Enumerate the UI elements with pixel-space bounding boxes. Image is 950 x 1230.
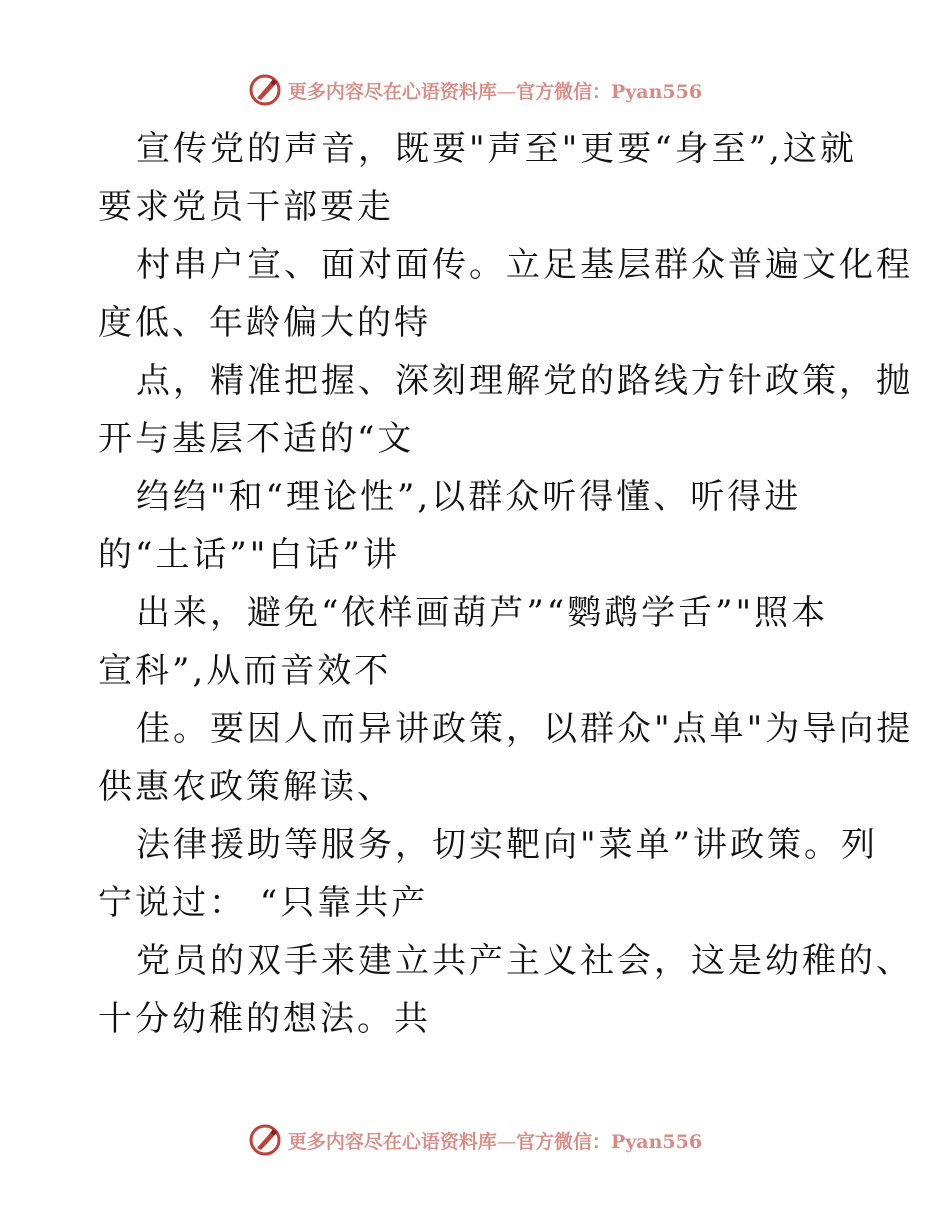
paragraph-3-line-2: 开与基层不适的“文: [98, 419, 415, 459]
paragraph-4-line-2: 的“土话”"白话”讲: [98, 535, 400, 575]
paragraph-1-line-2: 要求党员干部要走: [98, 187, 394, 227]
paragraph-6-line-1: 佳。要因人而异讲政策，以群众"点单"为导向提: [136, 709, 914, 749]
paragraph-7-line-2: 宁说过： “只靠共产: [98, 883, 429, 923]
paragraph-2-line-1: 村串户宣、面对面传。立足基层群众普遍文化程: [136, 245, 913, 285]
paragraph-5-line-2: 宣科”,从而音效不: [98, 651, 392, 691]
paragraph-2-line-2: 度低、年龄偏大的特: [98, 303, 431, 343]
brush-pen-seal-icon: [248, 73, 282, 107]
paragraph-6-line-2: 供惠农政策解读、: [98, 767, 394, 807]
paragraph-8-line-1: 党员的双手来建立共产主义社会，这是幼稚的、: [136, 941, 913, 981]
watermark-title: 更多内容尽在心语资料库: [287, 80, 497, 103]
watermark-separator: —: [496, 80, 516, 103]
watermark-contact: 官方微信：Pyan556: [515, 1130, 703, 1153]
watermark-text: [288, 1127, 702, 1154]
paragraph-4-line-1: 绉绉"和“理论性”,以群众听得懂、听得进: [136, 477, 802, 517]
paragraph-8-line-2: 十分幼稚的想法。共: [98, 999, 431, 1039]
watermark-contact: 官方微信：Pyan556: [515, 80, 703, 103]
header-watermark: [0, 70, 950, 110]
paragraph-3-line-1: 点，精准把握、深刻理解党的路线方针政策，抛: [136, 361, 913, 401]
watermark-title: 更多内容尽在心语资料库: [287, 1130, 497, 1153]
paragraph-7-line-1: 法律援助等服务，切实靶向"菜单”讲政策。列: [136, 825, 879, 865]
brush-pen-seal-icon: [248, 1123, 282, 1157]
watermark-separator: —: [496, 1130, 516, 1153]
footer-watermark: [0, 1120, 950, 1160]
paragraph-1-line-1: 宣传党的声音，既要"声至"更要“身至”,这就: [136, 129, 857, 169]
paragraph-5-line-1: 出来，避免“依样画葫芦”“鹦鹉学舌”"照本: [136, 593, 829, 633]
watermark-text: [288, 77, 702, 104]
